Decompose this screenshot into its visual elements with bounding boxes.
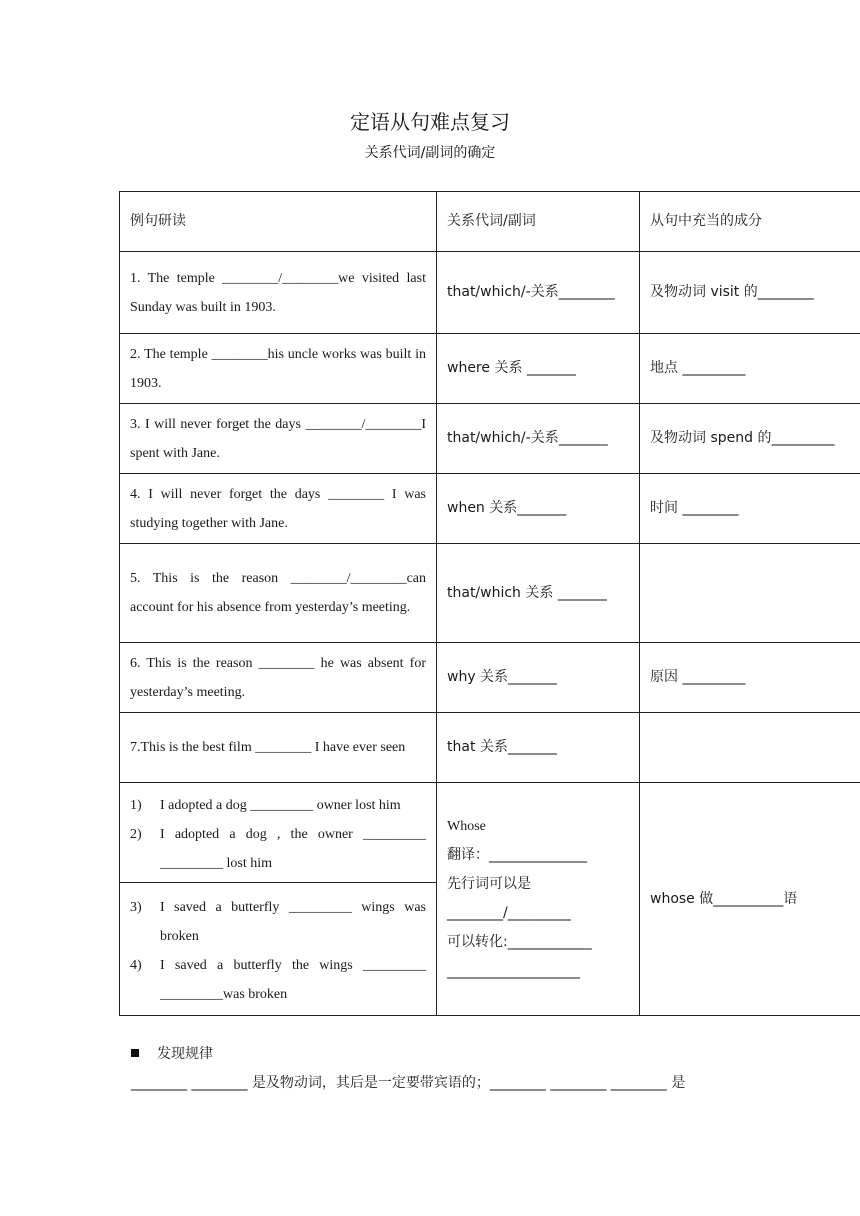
example-sentence: 2. The temple ________his uncle works was built in 1903. (120, 334, 437, 404)
example-sentence: 3. I will never forget the days ________/________I spent with Jane. (120, 404, 437, 474)
table-row (120, 252, 860, 334)
rule-text: ________ ________ 是及物动词，其后是一定要带宾语的；________ ________ ________ 是 (131, 1075, 686, 1091)
relative-word-cell: when 关系_______ (437, 474, 640, 544)
list-item: 3) I saved a butterfly _________ wings was broken (130, 900, 426, 944)
table-row (120, 544, 860, 643)
whose-examples (120, 783, 437, 1016)
table-row (120, 643, 860, 713)
list-item: 4) I saved a butterfly the wings _________ _________was broken (130, 958, 426, 1002)
section-heading: 发现规律 (131, 1043, 213, 1063)
clause-role-cell: 地点 _________ (640, 334, 860, 404)
table-row (120, 404, 860, 474)
whose-relative-word: Whose 翻译：______________ 先行词可以是 ________/_________ 可以转化:____________ ___________________ (437, 783, 640, 1016)
example-sentence: 5. This is the reason ________/________can account for his absence from yesterday’s meeting. (120, 544, 437, 643)
page-subtitle: 关系代词/副词的确定 (364, 145, 496, 161)
list-item: 1) I adopted a dog _________ owner lost him (130, 798, 401, 813)
clause-role-cell (640, 544, 860, 643)
square-bullet-icon (131, 1049, 139, 1057)
example-sentence: 7.This is the best film ________ I have ever seen (120, 713, 437, 783)
table-row (120, 474, 860, 544)
table-header-row (120, 192, 860, 252)
clause-role-cell (640, 713, 860, 783)
relative-word-cell: that/which/-关系_______ (437, 404, 640, 474)
clause-role-cell: 及物动词 spend 的_________ (640, 404, 860, 474)
example-sentence: 1. The temple ________/________we visited last Sunday was built in 1903. (120, 252, 437, 334)
review-table (119, 191, 860, 1016)
whose-row (120, 783, 860, 1016)
relative-word-cell: where 关系 _______ (437, 334, 640, 404)
example-sentence: 6. This is the reason ________ he was absent for yesterday’s meeting. (120, 643, 437, 713)
relative-word-cell: that 关系_______ (437, 713, 640, 783)
page-title: 定语从句难点复习 (350, 110, 510, 134)
whose-clause-role: whose 做__________语 (640, 783, 860, 1016)
whose-examples-bottom (120, 883, 436, 1009)
table-row (120, 713, 860, 783)
relative-word-cell: that/which 关系 _______ (437, 544, 640, 643)
clause-role-cell: 时间 ________ (640, 474, 860, 544)
list-item: 2) I adopted a dog , the owner _________ _________ lost him (130, 827, 426, 871)
table-row (120, 334, 860, 404)
clause-role-cell: 原因 _________ (640, 643, 860, 713)
relative-word-cell: that/which/-关系________ (437, 252, 640, 334)
clause-role-cell: 及物动词 visit 的________ (640, 252, 860, 334)
header-relative-word: 关系代词/副词 (437, 192, 640, 252)
whose-examples-top (120, 791, 436, 883)
header-clause-role: 从句中充当的成分 (640, 192, 860, 252)
example-sentence: 4. I will never forget the days ________ I was studying together with Jane. (120, 474, 437, 544)
header-example: 例句研读 (120, 192, 437, 252)
relative-word-cell: why 关系_______ (437, 643, 640, 713)
